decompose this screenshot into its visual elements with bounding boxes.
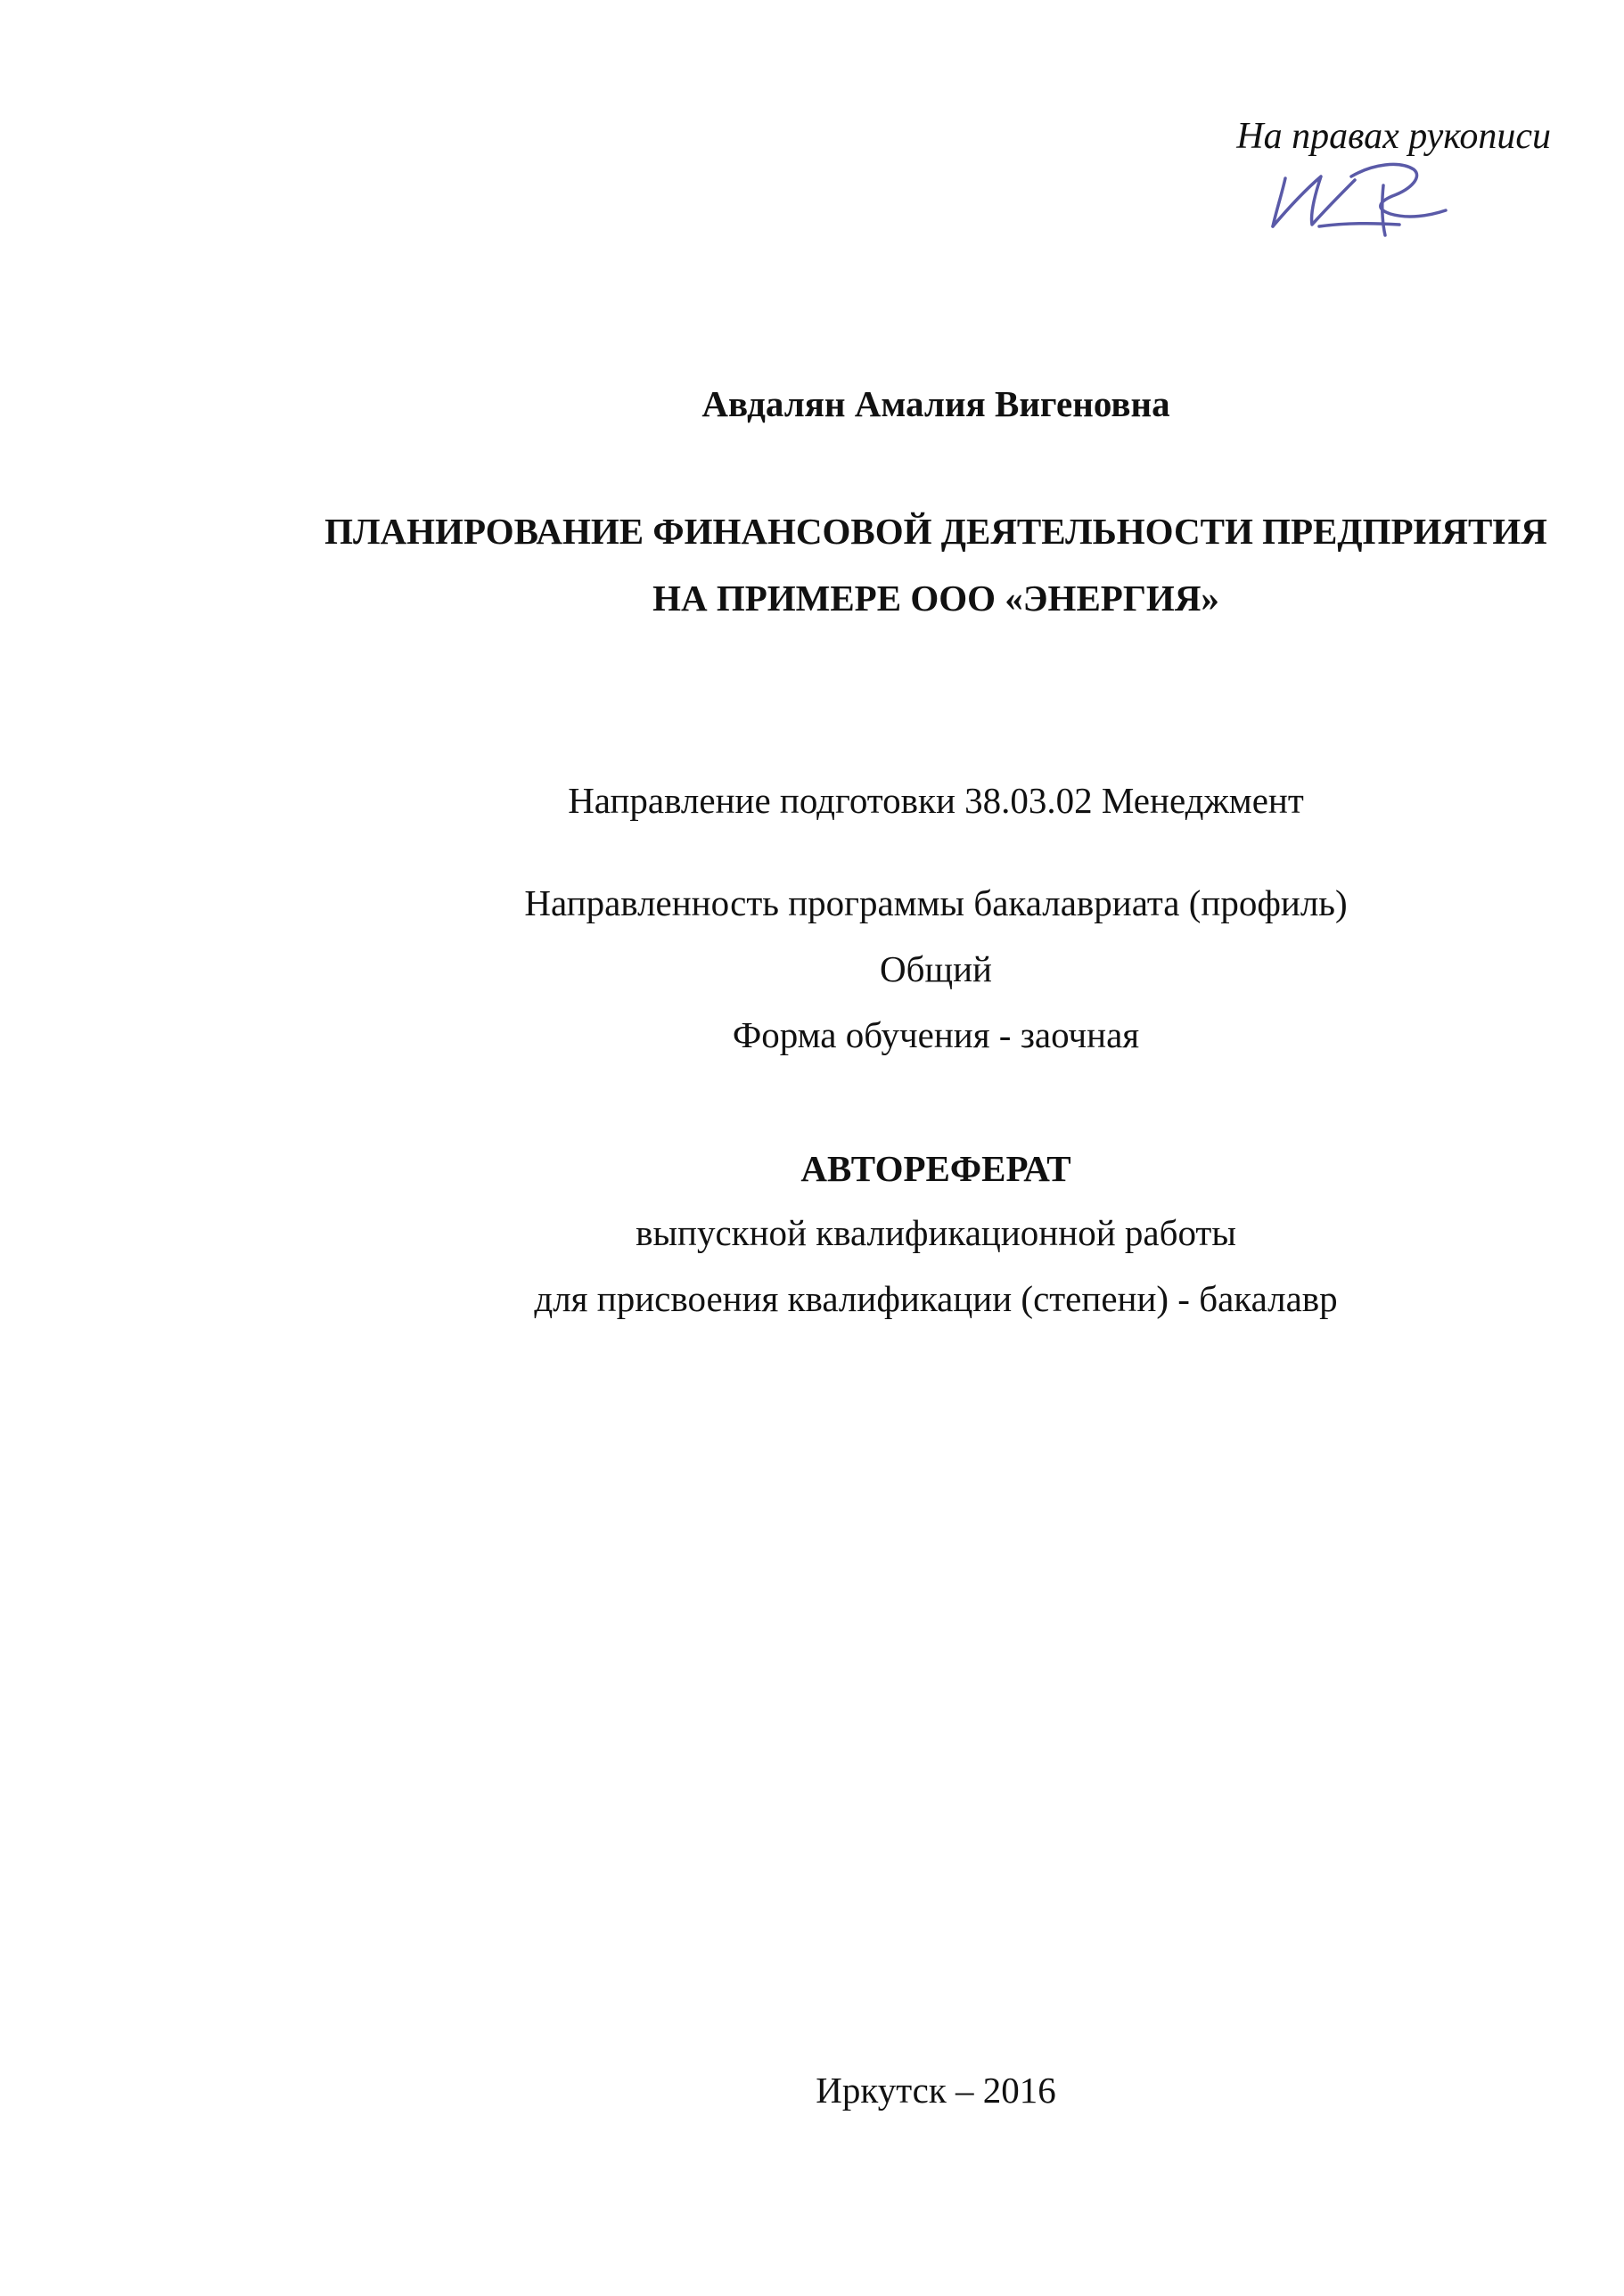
thesis-title-line-2: НА ПРИМЕРЕ ООО «ЭНЕРГИЯ» (652, 578, 1219, 619)
document-description-line-1: выпускной квалификационной работы (636, 1212, 1236, 1253)
study-form: Форма обучения - заочная (732, 1014, 1140, 1055)
program-profile-label: Направленность программы бакалавриата (профиль) (524, 882, 1348, 923)
city-year: Иркутск – 2016 (816, 2070, 1056, 2111)
author-name: Авдалян Амалия Вигеновна (701, 383, 1170, 424)
thesis-title-line-1: ПЛАНИРОВАНИЕ ФИНАНСОВОЙ ДЕЯТЕЛЬНОСТИ ПРЕДПРИЯТИЯ (324, 511, 1547, 552)
handwritten-signature-icon (1266, 152, 1453, 241)
training-direction: Направление подготовки 38.03.02 Менеджмент (568, 780, 1304, 821)
document-description-line-2: для присвоения квалификации (степени) - бакалавр (534, 1278, 1338, 1319)
manuscript-note: На правах рукописи (1236, 116, 1551, 157)
program-profile-value: Общий (880, 948, 992, 989)
document-type: АВТОРЕФЕРАТ (800, 1148, 1071, 1189)
